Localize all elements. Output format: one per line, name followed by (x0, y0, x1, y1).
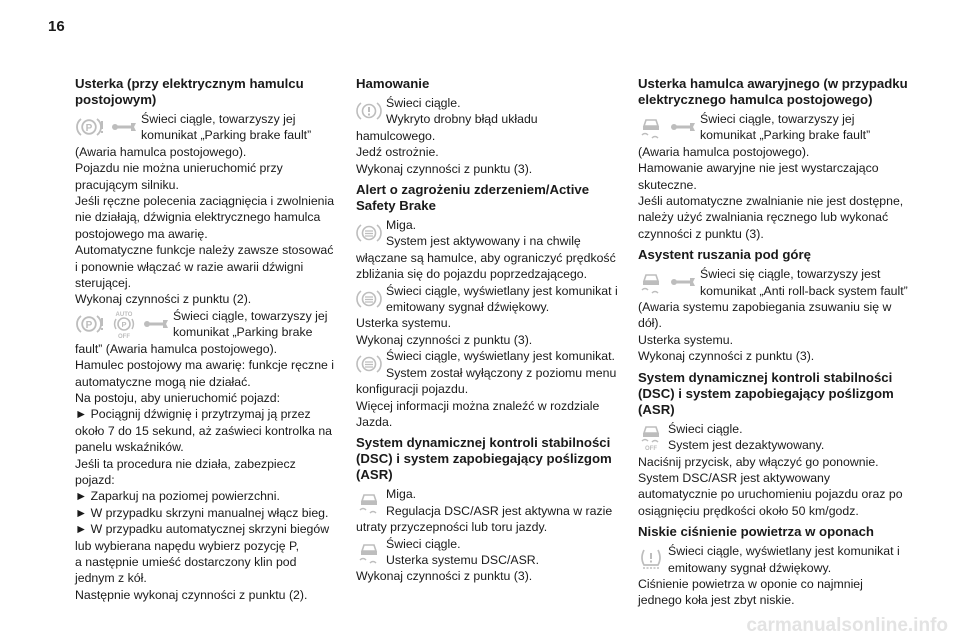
warning-light-icons (356, 95, 382, 127)
description-line: Hamulec postojowy ma awarię: funkcje ręczne i automatyczne mogą nie działać. (75, 358, 335, 389)
column-2 (356, 76, 620, 585)
description-line: Usterka systemu DSC/ASR. (386, 552, 540, 567)
stability-control-icon (356, 489, 382, 515)
svg-text:OFF: OFF (645, 445, 657, 451)
collision-alert-icon (356, 353, 382, 375)
warning-light-icons (75, 308, 169, 340)
description-line: Następnie wykonaj czynności z punktu (2). (75, 587, 308, 602)
description-line: Świeci ciągle. (386, 96, 461, 110)
stability-control-icon (356, 539, 382, 565)
tyre-pressure-icon (638, 547, 664, 571)
parking-brake-fault-icon (75, 313, 105, 335)
warning-light-entry (638, 421, 908, 519)
description-line: Miga. (386, 487, 417, 502)
description-line: System jest aktywowany i na chwilę włączane są hamulce, aby ograniczyć prędkość zbliżania się do pojazdu poprzedzającego. (356, 234, 616, 282)
description-line: Świeci ciągle, wyświetlany jest komunikat i emitowany sygnał dźwiękowy. (386, 283, 618, 315)
description-line: Ciśnienie powietrza w oponie co najmniej jednego koła jest zbyt niskie. (638, 576, 863, 608)
wrench-icon (143, 317, 169, 331)
description-line: Hamowanie awaryjne nie jest wystarczająco skuteczne. (638, 161, 879, 192)
description-line: Świeci ciągle. (386, 536, 461, 551)
description-line: System został wyłączony z poziomu menu konfiguracji pojazdu. (356, 365, 617, 397)
description-line: Wykonaj czynności z punktu (3). (356, 332, 533, 347)
description-line: Świeci ciągle, towarzyszy jej komunikat „Parking brake fault” (Awaria hamulca postojowego). (75, 308, 328, 356)
auto-off-icon (111, 309, 137, 339)
warning-light-icons (638, 266, 696, 298)
parking-brake-fault-icon (75, 116, 105, 138)
warning-light-entry (638, 543, 908, 609)
description-line: a następnie umieść dostarczony klin pod jednym z kół. (75, 554, 297, 586)
section-heading: Usterka (przy elektrycznym hamulcu postojowym) (75, 76, 304, 107)
description-line: Automatyczne funkcje należy zawsze stosować i ponownie włączać w razie awarii dźwigni sterującej. (75, 243, 334, 291)
warning-light-icons (75, 111, 137, 143)
warning-light-entry (75, 308, 337, 603)
description-line: System DSC/ASR jest aktywowany automatycznie po uruchomieniu pojazdu oraz po osiągnięciu prędkości około 50 km/godz. (638, 470, 903, 518)
description-line: Wykonaj czynności z punktu (3). (638, 349, 815, 364)
warning-light-icons (356, 486, 382, 518)
description-line: ► Pociągnij dźwignię i przytrzymaj ją przez około 7 do 15 sekund, aż zaświeci kontrolka na panelu wskaźników. (75, 407, 333, 455)
collision-alert-icon (356, 288, 382, 310)
stability-control-icon (638, 269, 664, 295)
page-number: 16 (48, 18, 65, 35)
section-heading: Alert o zagrożeniu zderzeniem/Active Safety Brake (356, 182, 590, 214)
description-line: System jest dezaktywowany. (668, 438, 825, 453)
description-line: Wykryto drobny błąd układu hamulcowego. (356, 112, 538, 143)
warning-light-icons (356, 536, 382, 568)
description-line: Świeci ciągle, wyświetlany jest komunikat i emitowany sygnał dźwiękowy. (668, 544, 900, 575)
description-line: Naciśnij przycisk, aby włączyć go ponownie. (638, 454, 879, 469)
description-line: Usterka systemu. (638, 332, 733, 347)
warning-light-icons (356, 283, 382, 315)
description-line: Miga. (386, 218, 417, 233)
warning-light-icons (356, 217, 382, 249)
description-line: Wykonaj czynności z punktu (3). (356, 161, 533, 176)
warning-light-entry (356, 348, 620, 430)
description-line: Wykonaj czynności z punktu (2). (75, 292, 252, 307)
warning-light-entry (356, 486, 620, 535)
section-heading: Niskie ciśnienie powietrza w oponach (638, 524, 874, 540)
description-line: Regulacja DSC/ASR jest aktywna w razie utraty przyczepności lub toru jazdy. (356, 503, 613, 535)
svg-text:P: P (85, 319, 93, 331)
warning-light-entry (356, 283, 620, 349)
wrench-icon (111, 120, 137, 134)
column-3 (638, 76, 908, 609)
brake-warning-icon (356, 100, 382, 122)
description-line: Świeci ciągle, towarzyszy jej komunikat „Parking brake fault” (Awaria hamulca postojowego). (638, 112, 871, 159)
warning-light-icons (356, 348, 382, 380)
description-line: Jeśli ręczne polecenia zaciągnięcia i zwolnienia nie działają, dźwignia elektrycznego hamulca postojowego ma awarię. (75, 194, 335, 241)
description-line: ► W przypadku automatycznej skrzyni biegów lub wybierana napędu wybierz pozycję P, (75, 522, 330, 553)
warning-light-entry (356, 536, 620, 585)
svg-text:AUTO: AUTO (115, 311, 133, 318)
wrench-icon (670, 275, 696, 289)
svg-text:P: P (121, 319, 127, 329)
description-line: Więcej informacji można znaleźć w rozdziale Jazda. (356, 398, 600, 429)
warning-light-entry (638, 111, 908, 242)
description-line: Jeśli ta procedura nie działa, zabezpiecz pojazd: (75, 456, 296, 487)
collision-alert-icon (356, 222, 382, 244)
description-line: Jeśli automatyczne zwalnianie nie jest dostępne, należy użyć zwalniania ręcznego lub wykonać czynności z punktu (3). (638, 194, 904, 241)
wrench-icon (670, 120, 696, 134)
column-1 (75, 76, 337, 603)
section-heading: System dynamicznej kontroli stabilności (DSC) i system zapobiegający poślizgom (ASR) (638, 369, 894, 417)
warning-light-icons (638, 111, 696, 143)
warning-light-icons (638, 421, 664, 453)
warning-light-entry (75, 111, 337, 308)
description-line: Na postoju, aby unieruchomić pojazd: (75, 390, 281, 405)
section-heading: Usterka hamulca awaryjnego (w przypadku elektrycznego hamulca postojowego) (638, 76, 908, 107)
description-line: ► Zaparkuj na poziomej powierzchni. (75, 489, 280, 504)
description-line: Usterka systemu. (356, 316, 451, 331)
description-line: ► W przypadku skrzyni manualnej włącz bieg. (75, 505, 329, 520)
stability-control-off-icon (638, 423, 664, 451)
warning-light-entry (638, 266, 908, 364)
svg-text:OFF: OFF (118, 333, 130, 339)
description-line: Świeci ciągle, wyświetlany jest komunikat. (386, 349, 615, 364)
watermark: carmanualsonline.info (746, 615, 948, 636)
description-line: Wykonaj czynności z punktu (3). (356, 569, 533, 584)
warning-light-entry (356, 217, 620, 283)
description-line: Jedź ostrożnie. (356, 145, 439, 160)
description-line: Pojazdu nie można unieruchomić przy pracującym silniku. (75, 161, 283, 192)
svg-text:P: P (85, 123, 93, 134)
warning-light-entry (356, 95, 620, 177)
description-line: Świeci ciągle. (668, 421, 743, 436)
description-line: Świeci ciągle, towarzyszy jej komunikat „Parking brake fault” (Awaria hamulca postojowego). (75, 112, 312, 159)
stability-control-icon (638, 114, 664, 140)
section-heading: Hamowanie (356, 76, 430, 91)
section-heading: Asystent ruszania pod górę (638, 247, 811, 263)
section-heading: System dynamicznej kontroli stabilności (DSC) i system zapobiegający poślizgom (ASR) (356, 435, 612, 483)
warning-light-icons (638, 543, 664, 575)
description-line: Świeci się ciągle, towarzyszy jest komunikat „Anti roll-back system fault” (Awaria systemu zapobiegania zsuwaniu się w dół). (638, 267, 908, 331)
